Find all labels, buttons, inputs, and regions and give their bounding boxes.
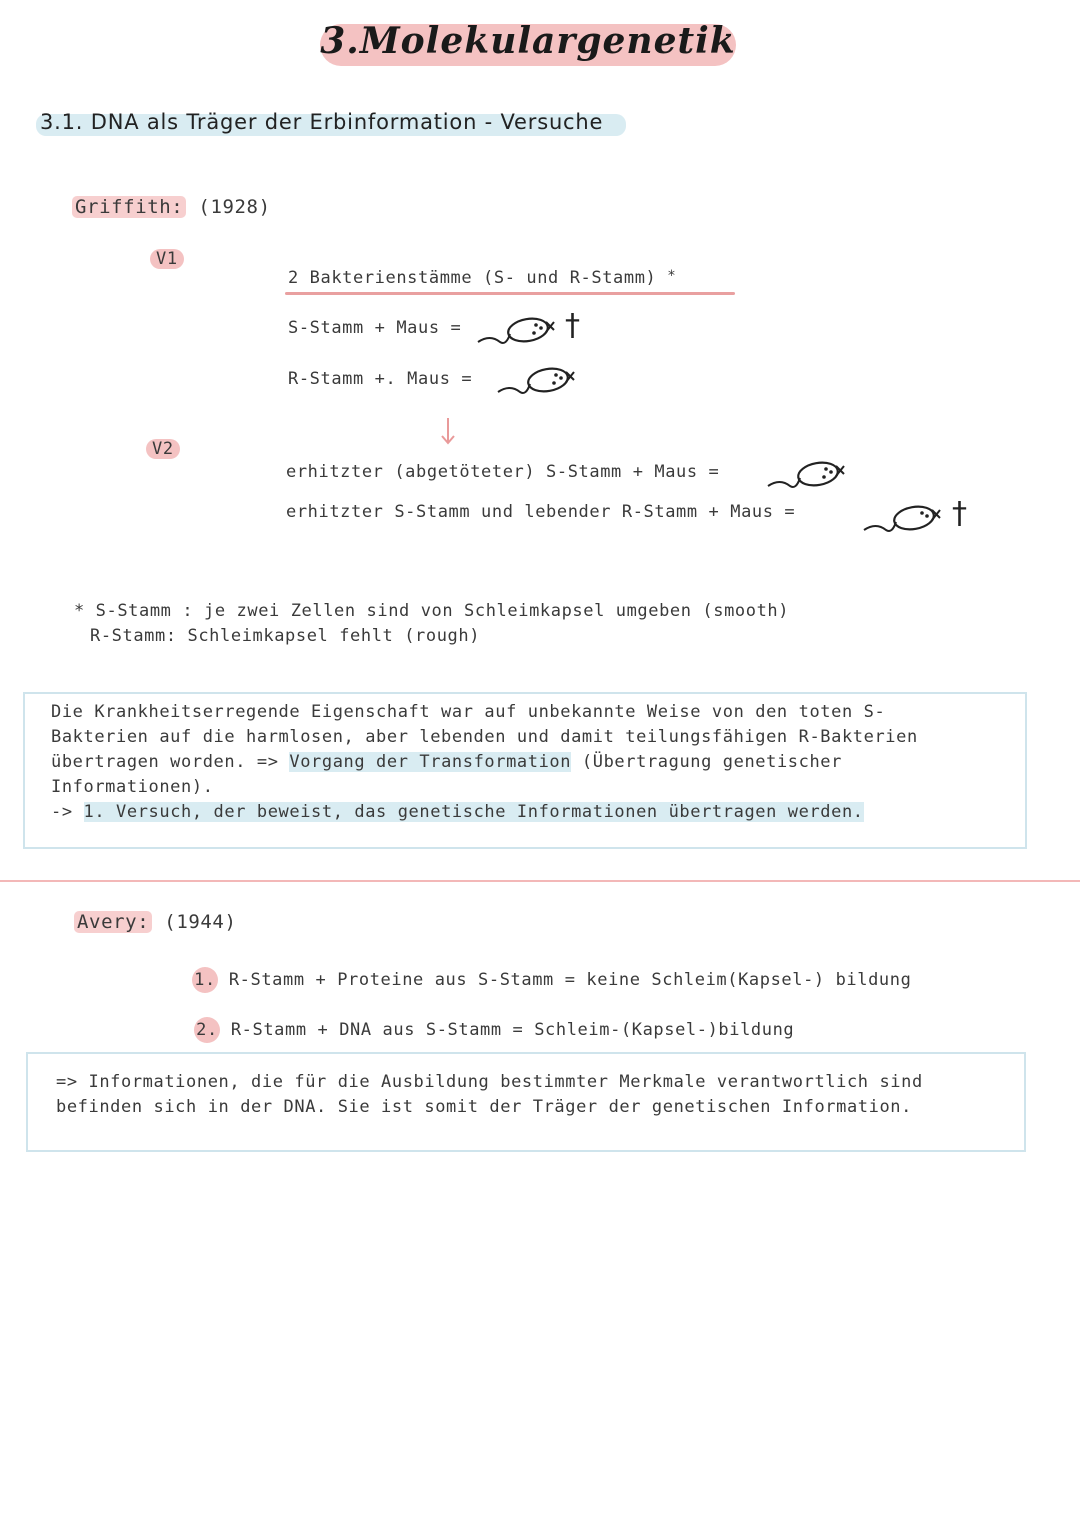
avery-item-number: 2.: [194, 1017, 220, 1043]
griffith-box-line3: übertragen worden. => Vorgang der Transformation (Übertragung genetischer: [51, 752, 842, 772]
v1-line2: S-Stamm + Maus =: [288, 318, 462, 338]
griffith-year: (1928): [198, 196, 271, 218]
griffith-box-line2: Bakterien auf die harmlosen, aber lebenden und damit teilungsfähigen R-Bakterien: [51, 727, 918, 747]
avery-header: [74, 911, 237, 933]
section-divider: [0, 880, 1080, 882]
live-mouse-icon-2: [766, 456, 856, 492]
avery-name: Avery:: [74, 911, 152, 933]
avery-item-text: R-Stamm + Proteine aus S-Stamm = keine Schleim(Kapsel-) bildung: [228, 970, 912, 990]
footnote-line1: * S-Stamm : je zwei Zellen sind von Schleimkapsel umgeben (smooth): [74, 601, 790, 621]
griffith-box-line5: -> 1. Versuch, der beweist, das genetische Informationen übertragen werden.: [51, 802, 864, 822]
griffith-conclusion-box: [23, 692, 1027, 849]
avery-box-line1: => Informationen, die für die Ausbildung bestimmter Merkmale verantwortlich sind: [56, 1072, 923, 1092]
v1-line1: 2 Bakterienstämme (S- und R-Stamm) *: [288, 268, 677, 288]
v1-line3: R-Stamm +. Maus =: [288, 369, 473, 389]
page-title: 3.Molekulargenetik: [320, 20, 736, 62]
griffith-name: Griffith:: [72, 196, 186, 218]
avery-item-number: 1.: [192, 967, 218, 993]
dead-cross-icon-2: †: [952, 496, 967, 531]
griffith-box-line1: Die Krankheitserregende Eigenschaft war auf unbekannte Weise von den toten S-: [51, 702, 886, 722]
avery-item-1: [192, 967, 911, 993]
avery-item-text: R-Stamm + DNA aus S-Stamm = Schleim-(Kapsel-)bildung: [230, 1020, 795, 1040]
first-experiment-highlight: 1. Versuch, der beweist, das genetische Informationen übertragen werden.: [83, 802, 864, 822]
avery-box-line2: befinden sich in der DNA. Sie ist somit der Träger der genetischen Information.: [56, 1097, 912, 1117]
down-arrow-icon: [440, 416, 456, 446]
v1-underline: [285, 292, 735, 295]
v1-label: V1: [150, 249, 184, 269]
griffith-box-line4: Informationen).: [51, 777, 214, 797]
dead-mouse-icon-2: [862, 500, 952, 536]
avery-year: (1944): [164, 911, 237, 933]
avery-item-2: [194, 1017, 794, 1043]
v2-label: V2: [146, 439, 180, 459]
v2-line1: erhitzter (abgetöteter) S-Stamm + Maus =: [286, 462, 720, 482]
live-mouse-icon-1: [496, 362, 586, 398]
avery-conclusion-box: [26, 1052, 1026, 1152]
footnote-line2: R-Stamm: Schleimkapsel fehlt (rough): [90, 626, 481, 646]
v2-line2: erhitzter S-Stamm und lebender R-Stamm + Maus =: [286, 502, 796, 522]
dead-cross-icon-1: †: [565, 308, 580, 343]
section-heading: 3.1. DNA als Träger der Erbinformation - Versuche: [40, 110, 604, 134]
griffith-header: [72, 196, 271, 218]
transformation-highlight: Vorgang der Transformation: [289, 752, 572, 772]
dead-mouse-icon-1: [476, 312, 566, 348]
